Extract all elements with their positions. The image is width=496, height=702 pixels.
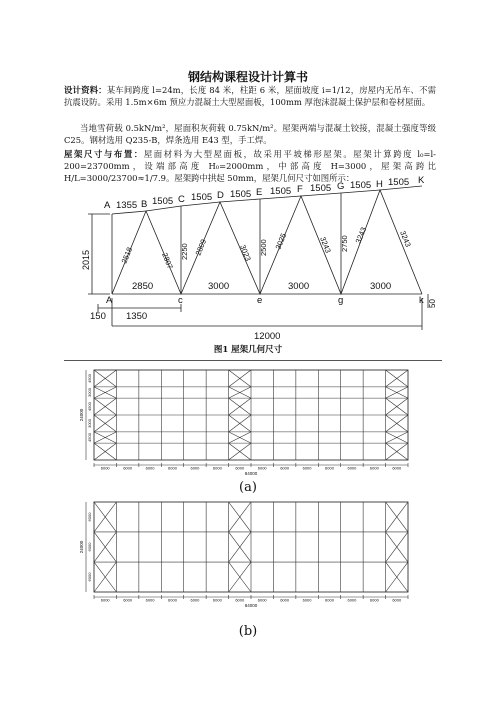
vert-e: 2500	[259, 239, 268, 256]
plan-width: 24000	[79, 408, 84, 422]
bay-dimension: 6000	[212, 465, 222, 471]
row-dimension: 4500	[87, 373, 92, 383]
bay-dimension: 6000	[257, 597, 267, 603]
dim-HK: 1505	[388, 177, 410, 188]
vert-g: 2750	[340, 235, 349, 252]
bracing-plan-a	[78, 366, 418, 476]
truss-label: 屋架尺寸与布置：	[64, 149, 144, 159]
bay-dimension: 6000	[369, 465, 379, 471]
bay-dimension: 6000	[100, 465, 110, 471]
bay-dimension: 6000	[325, 465, 334, 471]
bay-dimension: 6000	[369, 597, 379, 603]
dim-eg: 3000	[288, 281, 310, 292]
bay-dimension: 6000	[280, 465, 290, 471]
node-k: k	[419, 295, 424, 306]
bay-dimension: 6000	[392, 465, 402, 471]
document-title: 钢结构课程设计计算书	[187, 70, 308, 84]
bay-dimension: 6000	[123, 597, 133, 603]
dim-150: 150	[90, 311, 106, 322]
node-F: F	[297, 184, 303, 195]
diag-3: 2809	[193, 237, 209, 257]
bay-dimension: 6000	[145, 597, 155, 603]
vert-c: 2250	[180, 243, 189, 260]
plan-width: 24000	[79, 540, 84, 554]
dim-gk: 3000	[370, 281, 392, 292]
node-A-top: A	[104, 200, 111, 211]
bay-dimension: 6000	[235, 465, 245, 471]
dim-DE: 1505	[230, 189, 252, 200]
node-c: c	[178, 295, 183, 306]
bay-dimension: 6000	[168, 465, 177, 471]
node-B: B	[141, 199, 148, 210]
bay-dimension: 6000	[325, 597, 334, 603]
total-length: 84000	[244, 471, 258, 476]
bay-dimension: 6000	[212, 597, 222, 603]
plan-b-label: (b)	[238, 624, 258, 639]
diag-6: 3243	[318, 235, 333, 255]
row-dimension: 3000	[87, 418, 92, 428]
dim-12000: 12000	[254, 331, 281, 342]
loads-paragraph: 当地雪荷载 0.5kN/m²，屋面积灰荷载 0.75kN/m²。屋架两端与混凝土铰接，混凝土强度等级 C25。钢材选用 Q235-B，焊条选用 E43 型，手工焊。	[64, 123, 436, 146]
node-e: e	[257, 295, 263, 306]
dim-CD: 1505	[191, 192, 213, 203]
diag-1: 2518	[119, 245, 135, 265]
diag-8: 3243	[398, 229, 413, 249]
bay-dimension: 6000	[392, 597, 402, 603]
bay-dimension: 6000	[347, 465, 357, 471]
caption-rule	[64, 360, 442, 361]
node-K: K	[418, 176, 425, 186]
dim-EF: 1505	[270, 186, 292, 197]
diag-2: 2807	[160, 251, 175, 271]
bay-dimension: 6000	[145, 465, 155, 471]
node-C: C	[178, 194, 185, 205]
bay-dimension: 6000	[190, 465, 200, 471]
bracing-plan-b	[78, 498, 418, 610]
diag-4: 3023	[238, 243, 253, 263]
node-E: E	[256, 187, 263, 198]
row-dimension: 6000	[87, 512, 92, 522]
dim-GH: 1505	[350, 180, 372, 191]
row-dimension: 6000	[87, 572, 92, 582]
node-D: D	[217, 190, 224, 201]
dim-BC: 1505	[152, 196, 174, 207]
dim-camber: 50	[428, 299, 437, 308]
truss-diagram	[60, 176, 440, 344]
row-dimension: 4500	[87, 433, 92, 442]
design-data-label: 设计资料：	[64, 85, 107, 95]
bay-dimension: 6000	[100, 597, 110, 603]
dim-AB: 1355	[116, 200, 138, 211]
dim-FG: 1505	[310, 183, 332, 194]
plan-a-label: (a)	[239, 480, 257, 495]
bay-dimension: 6000	[302, 597, 312, 603]
bay-dimension: 6000	[168, 597, 177, 603]
bay-dimension: 6000	[257, 465, 267, 471]
node-A-bottom: A	[106, 295, 113, 306]
truss-text: 屋面材料为大型屋面板，故采用平坡梯形屋架。屋架计算跨度 l₀=l-200=23700mm，设端部高度 H₀=2000mm，中部高度 H=3000，屋架高跨比 H/L=3000/23700≈1/7.9。屋架跨中拱起 50mm，屋架几何尺寸如图所示：	[64, 149, 436, 184]
bay-dimension: 6000	[235, 597, 245, 603]
diag-5: 3025	[273, 231, 289, 251]
design-data-text: 某车间跨度 l=24m，长度 84 米，柱距 6 米，屋面坡度 i=1/12，房屋内无吊车、不需抗震设防。采用 1.5m×6m 预应力混凝土大型屋面板，100mm 厚泡沫混凝土保护层和卷材屋面。	[64, 85, 436, 108]
node-G: G	[337, 181, 345, 192]
diag-7: 3243	[353, 225, 369, 245]
dim-Ac: 2850	[132, 281, 154, 292]
row-dimension: 3000	[87, 388, 92, 397]
row-dimension: 4500	[87, 402, 92, 412]
row-dimension: 6000	[87, 542, 92, 552]
node-H: H	[376, 179, 383, 190]
plan-grid	[86, 370, 408, 467]
bay-dimension: 6000	[347, 597, 357, 603]
dim-height: 2015	[81, 249, 91, 270]
node-g: g	[338, 295, 344, 306]
dim-1350: 1350	[126, 311, 148, 322]
dim-ce: 3000	[208, 281, 230, 292]
design-data-paragraph	[64, 84, 436, 108]
figure1-caption: 图1 屋架几何尺寸	[213, 345, 283, 355]
bay-dimension: 6000	[302, 465, 312, 471]
total-length: 84000	[244, 603, 258, 608]
bay-dimension: 6000	[280, 597, 290, 603]
bay-dimension: 6000	[123, 465, 133, 471]
bay-dimension: 6000	[190, 597, 200, 603]
plan-grid	[86, 502, 408, 599]
